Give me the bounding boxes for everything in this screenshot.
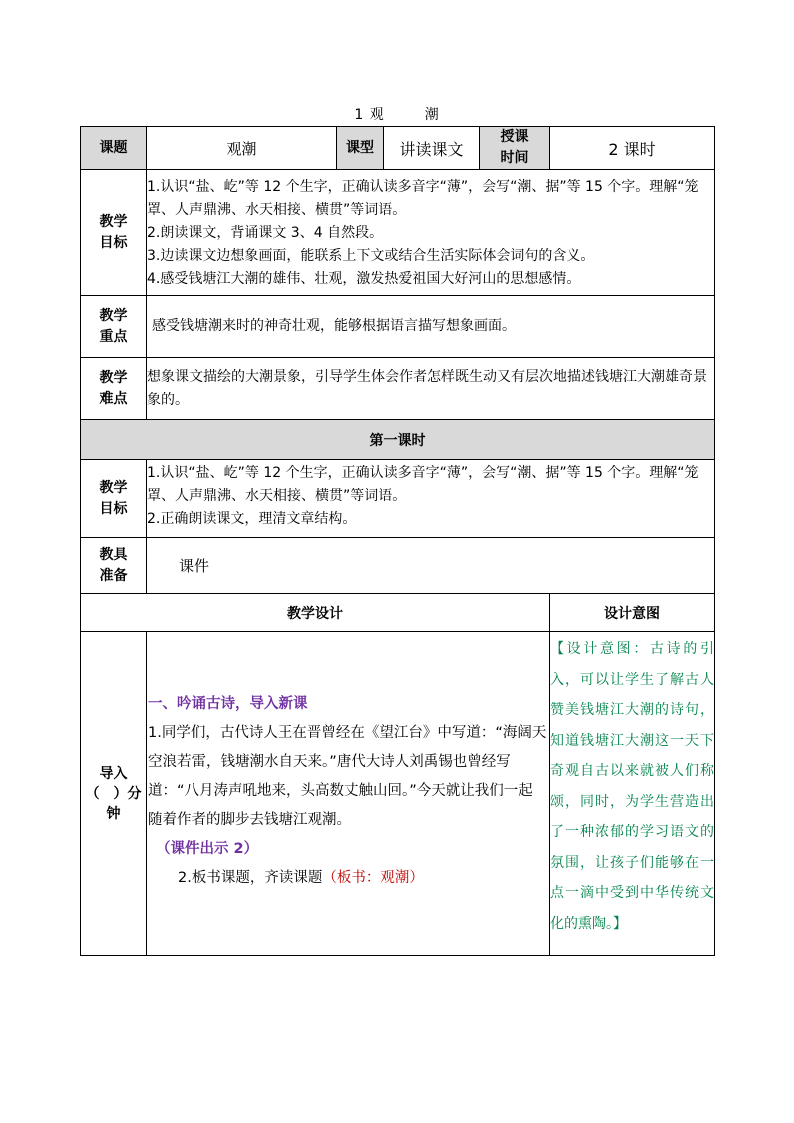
lesson1-heading-row <box>81 420 715 460</box>
design-content <box>147 632 550 956</box>
section-title: 一、吟诵古诗，导入新课 <box>148 696 308 712</box>
title-char-1: 观 <box>369 107 385 123</box>
tools-label: 教具 准备 <box>81 538 147 594</box>
board-note: （板书：观潮） <box>322 870 424 886</box>
time-value: 2 课时 <box>550 127 715 170</box>
design-intent-text: 【设计意图：古诗的引入，可以让学生了解古人赞美钱塘江大潮的诗句，知道钱塘江大潮这一天下奇观自古以来就被人们称颂，同时，为学生营造出了一种浓郁的学习语文的氛围，让孩子们能够在一点一滴中受到中华传统文化的熏陶。】 <box>550 632 715 956</box>
info-row <box>81 127 715 170</box>
goal-item: 1.认识“盐、屹”等 12 个生字，正确认读多音字“薄”，会写“潮、据”等 15 个字。理解“笼罩、人声鼎沸、水天相接、横贯”等词语。 <box>147 179 699 218</box>
lesson-plan-table <box>80 126 715 956</box>
lesson1-heading: 第一课时 <box>81 420 715 460</box>
design-paragraph-2: 2.板书课题，齐读课题（板书：观潮） <box>178 870 424 886</box>
tools-value: 课件 <box>147 538 715 594</box>
type-value: 讲读课文 <box>384 127 480 170</box>
difficulties-text: 想象课文描绘的大潮景象，引导学生体会作者怎样既生动又有层次地描述钱塘江大潮雄奇景象的。 <box>147 358 715 420</box>
lesson-number: 1 <box>354 107 365 123</box>
type-label: 课型 <box>337 127 384 170</box>
intro-stage-row <box>81 632 715 956</box>
goal-item: 2.朗读课文，背诵课文 3、4 自然段。 <box>147 225 384 241</box>
key-points-text: 感受钱塘潮来时的神奇壮观，能够根据语言描写想象画面。 <box>147 296 715 358</box>
goal-item: 3.边读课文边想象画面，能联系上下文或结合生活实际体会词句的含义。 <box>147 248 595 264</box>
difficulties-row <box>81 358 715 420</box>
lesson1-goals-content <box>147 460 715 538</box>
design-column-header: 教学设计 <box>81 594 550 632</box>
goals-row <box>81 170 715 296</box>
topic-label: 课题 <box>81 127 147 170</box>
page-title <box>0 104 794 124</box>
goals-content <box>147 170 715 296</box>
goals-label: 教学 目标 <box>81 170 147 296</box>
design-paragraph-1: 1.同学们，古代诗人王在晋曾经在《望江台》中写道：“海阔天空浪若雷，钱塘潮水自天来。”唐代大诗人刘禹锡也曾经写道：“八月涛声吼地来，头高数丈触山回。”今天就让我们一起随着作者的脚步去钱塘江观潮。 <box>148 725 547 828</box>
goal-item: 2.正确朗读课文，理清文章结构。 <box>147 511 357 527</box>
lesson1-goals-row <box>81 460 715 538</box>
key-points-label: 教学 重点 <box>81 296 147 358</box>
courseware-note: （课件出示 2） <box>156 841 259 857</box>
design-header-row <box>81 594 715 632</box>
lesson1-goals-label: 教学 目标 <box>81 460 147 538</box>
stage-label: 导入 （ ）分 钟 <box>81 632 147 956</box>
title-char-2: 潮 <box>424 107 440 123</box>
tools-row <box>81 538 715 594</box>
goal-item: 4.感受钱塘江大潮的雄伟、壮观，激发热爱祖国大好河山的思想感情。 <box>147 271 581 287</box>
time-label: 授课 时间 <box>480 127 550 170</box>
goal-item: 1.认识“盐、屹”等 12 个生字，正确认读多音字“薄”，会写“潮、据”等 15 个字。理解“笼罩、人声鼎沸、水天相接、横贯”等词语。 <box>147 465 699 504</box>
difficulties-label: 教学 难点 <box>81 358 147 420</box>
topic-value: 观潮 <box>147 127 337 170</box>
key-points-row <box>81 296 715 358</box>
intent-column-header: 设计意图 <box>550 594 715 632</box>
